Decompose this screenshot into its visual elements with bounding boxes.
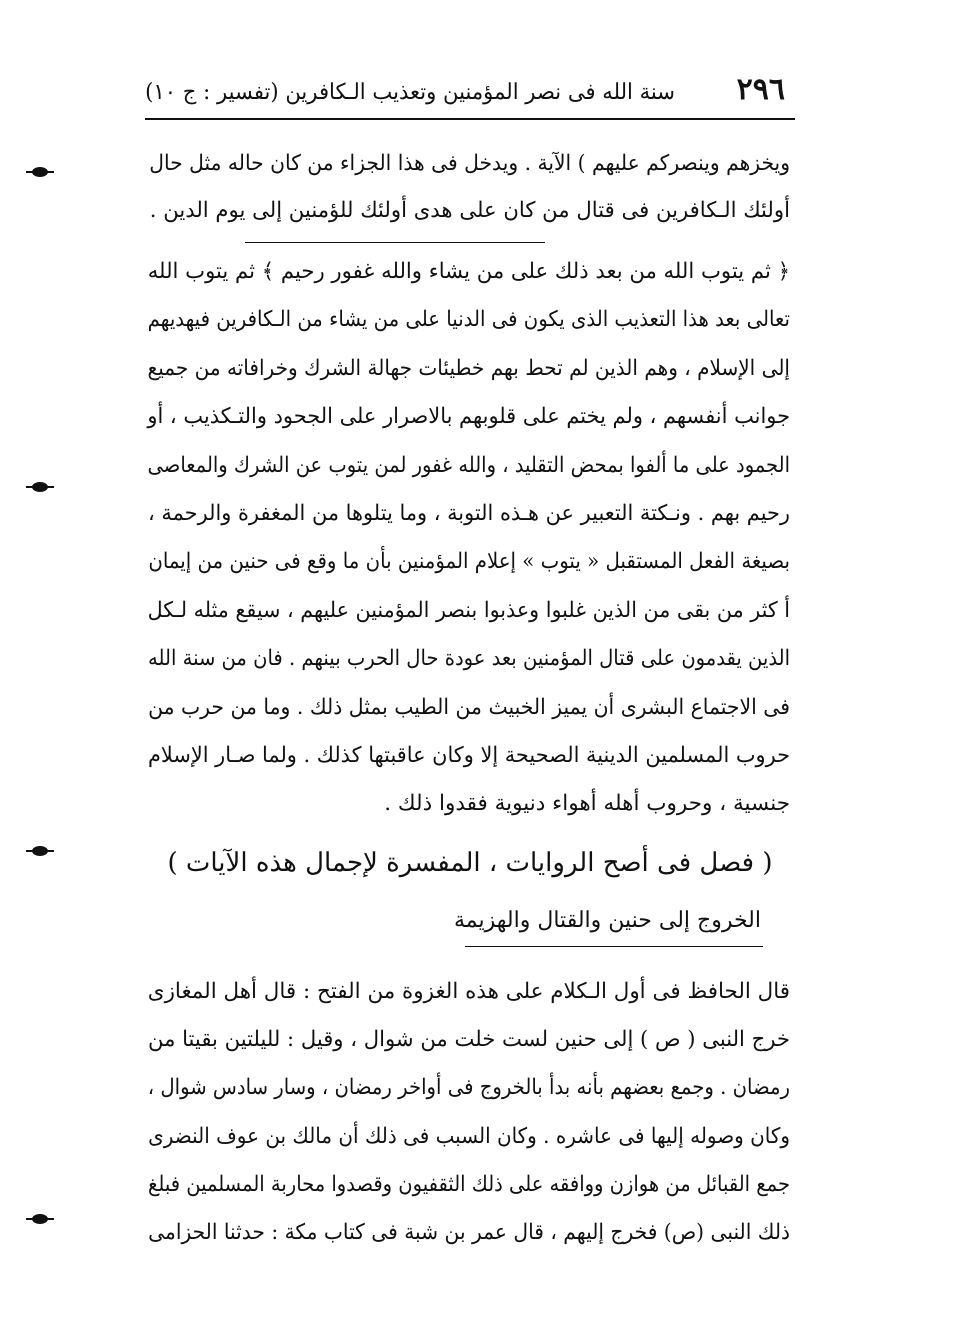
text-line: جنسية ، وحروب أهله أهواء دنيوية فقدوا ذلك . [384,791,790,817]
subheading-underline [465,946,763,947]
text-line: تعالى بعد هذا التعذيب الذى يكون فى الدنيا على من يشاء من الـكافرين فيهديهم [147,307,790,333]
text-line: رحيم بهم . ونـكتة التعبير عن هـذه التوبة ، وما يتلوها من المغفرة والرحمة ، [148,501,791,527]
binding-hole-mark [32,1214,48,1224]
text-line: قال الحافظ فى أول الـكلام على هذه الغزوة من الفتح : قال أهل المغازى [147,979,790,1004]
text-line: خرج النبى ( ص ) إلى حنين لست خلت من شوال ، وقيل : لليلتين بقيتا من [147,1027,790,1053]
top-paragraph [150,140,790,234]
text-line: ويخزهم وينصركم عليهم ) الآية . ويدخل فى هذا الجزاء من كان حاله مثل حال [149,151,790,176]
binding-hole-mark [32,167,48,177]
text-line: الجمود على ما ألفوا بمحض التقليد ، والله غفور لمن يتوب عن الشرك والمعاصى [147,452,790,478]
header-rule [145,118,795,120]
text-line: جوانب أنفسهم ، ولم يختم على قلوبهم بالاصرار على الجحود والتـكذيب ، أو [147,404,791,430]
text-line: رمضان . وجمع بعضهم بأنه بدأ بالخروج فى أواخر رمضان ، وسار سادس شوال ، [147,1075,791,1101]
binding-hole-mark [32,846,48,856]
bottom-paragraph [148,968,790,1257]
section-heading: ( فصل فى أصح الروايات ، المفسرة لإجمال هذه الآيات ) [167,848,773,878]
page-header [145,68,795,114]
text-line: أ كثر من بقى من الذين غلبوا وعذبوا بنصر المؤمنين عليهم ، سيقع مثله لـكل [147,597,790,623]
text-line: جمع القبائل من هوازن ووافقه على ذلك الثقفيون وقصدوا محاربة المسلمين فبلغ [147,1171,790,1197]
text-line: إلى الإسلام ، وهم الذين لم تحط بهم خطيئات جهالة الشرك وخرافاته من جميع [147,355,790,381]
text-line: الذين يقدمون على قتال المؤمنين بعد عودة حال الحرب بينهم . فان من سنة الله [148,646,791,672]
text-line: فى الاجتماع البشرى أن يميز الخبيث من الطيب بمثل ذلك . وما من حرب من [148,694,791,720]
text-line: أولئك الـكافرين فى قتال من كان على هدى أولئك للؤمنين إلى يوم الدين . [149,198,790,223]
running-head: سنة الله فى نصر المؤمنين وتعذيب الـكافرين (تفسير : ج ١٠) [145,80,675,105]
text-line: ذلك النبى (ص) فخرج إليهم ، قال عمر بن شبة فى كتاب مكة : حدثنا الحزامى [148,1220,790,1246]
subheading: الخروج إلى حنين والقتال والهزيمة [454,908,761,933]
text-line: ﴿ ثم يتوب الله من بعد ذلك على من يشاء والله غفور رحيم ﴾ ثم يتوب الله [147,259,791,284]
text-line: حروب المسلمين الدينية الصحيحة إلا وكان عاقبتها كذلك . ولما صـار الإسلام [148,743,791,769]
main-paragraph [148,248,790,829]
section-divider [245,242,545,243]
page-number: ٢٩٦ [736,72,785,107]
binding-hole-mark [32,482,48,492]
text-line: وكان وصوله إليها فى عاشره . وكان السبب فى ذلك أن مالك بن عوف النضرى [148,1123,790,1149]
text-line: بصيغة الفعل المستقبل « يتوب » إعلام المؤمنين بأن ما وقع فى حنين من إيمان [148,549,790,575]
